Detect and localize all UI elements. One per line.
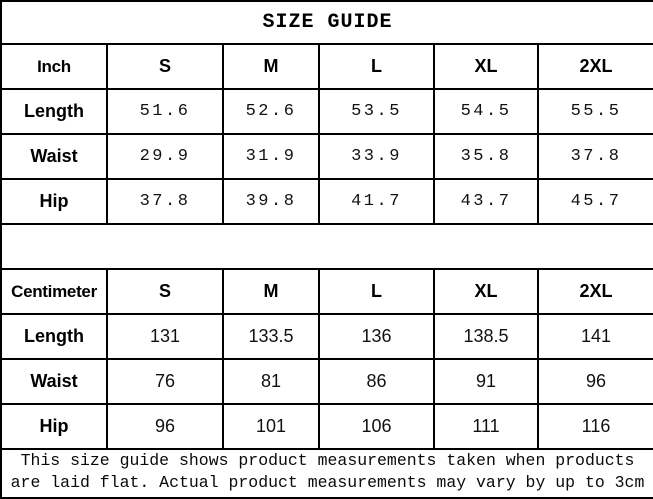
title-row (1, 1, 653, 44)
inch-length-row (1, 89, 653, 134)
inch-waist-row (1, 134, 653, 179)
measure-label-length: Length (1, 89, 107, 134)
measurement-value: 101 (223, 404, 319, 449)
measurement-value: 81 (223, 359, 319, 404)
measurement-value: 131 (107, 314, 223, 359)
size-header-m: M (223, 269, 319, 314)
cm-waist-row (1, 359, 653, 404)
measurement-value: 96 (107, 404, 223, 449)
measurement-value: 133.5 (223, 314, 319, 359)
cm-hip-row (1, 404, 653, 449)
measure-label-hip: Hip (1, 179, 107, 224)
measurement-value: 31.9 (223, 134, 319, 179)
size-header-2xl: 2XL (538, 44, 653, 89)
measurement-value: 37.8 (538, 134, 653, 179)
measurement-value: 55.5 (538, 89, 653, 134)
measure-label-waist: Waist (1, 359, 107, 404)
measure-label-hip: Hip (1, 404, 107, 449)
measure-label-length: Length (1, 314, 107, 359)
measurement-value: 39.8 (223, 179, 319, 224)
spacer-row (1, 224, 653, 269)
measurement-value: 53.5 (319, 89, 434, 134)
measurement-value: 54.5 (434, 89, 538, 134)
inch-header-row (1, 44, 653, 89)
unit-header-inch: Inch (1, 44, 107, 89)
measurement-value: 76 (107, 359, 223, 404)
cm-header-row (1, 269, 653, 314)
inch-hip-row (1, 179, 653, 224)
measurement-value: 35.8 (434, 134, 538, 179)
measurement-value: 116 (538, 404, 653, 449)
measurement-value: 45.7 (538, 179, 653, 224)
measurement-value: 138.5 (434, 314, 538, 359)
unit-header-centimeter: Centimeter (1, 269, 107, 314)
size-header-xl: XL (434, 44, 538, 89)
cm-length-row (1, 314, 653, 359)
measurement-value: 111 (434, 404, 538, 449)
measurement-value: 37.8 (107, 179, 223, 224)
measurement-value: 106 (319, 404, 434, 449)
measurement-value: 51.6 (107, 89, 223, 134)
size-header-s: S (107, 44, 223, 89)
size-header-m: M (223, 44, 319, 89)
measurement-value: 91 (434, 359, 538, 404)
size-guide-title: SIZE GUIDE (1, 1, 653, 44)
measurement-value: 52.6 (223, 89, 319, 134)
size-header-s: S (107, 269, 223, 314)
measurement-value: 141 (538, 314, 653, 359)
measurement-value: 86 (319, 359, 434, 404)
measurement-value: 136 (319, 314, 434, 359)
size-header-l: L (319, 269, 434, 314)
measurement-value: 33.9 (319, 134, 434, 179)
size-guide-footnote: This size guide shows product measurements taken when products are laid flat. Actual product measurements may vary by up to 3cm (1, 449, 653, 498)
size-header-l: L (319, 44, 434, 89)
footnote-row (1, 449, 653, 498)
measurement-value: 43.7 (434, 179, 538, 224)
measurement-value: 41.7 (319, 179, 434, 224)
measurement-value: 96 (538, 359, 653, 404)
measurement-value: 29.9 (107, 134, 223, 179)
size-header-2xl: 2XL (538, 269, 653, 314)
size-header-xl: XL (434, 269, 538, 314)
measure-label-waist: Waist (1, 134, 107, 179)
spacer-cell (1, 224, 653, 269)
